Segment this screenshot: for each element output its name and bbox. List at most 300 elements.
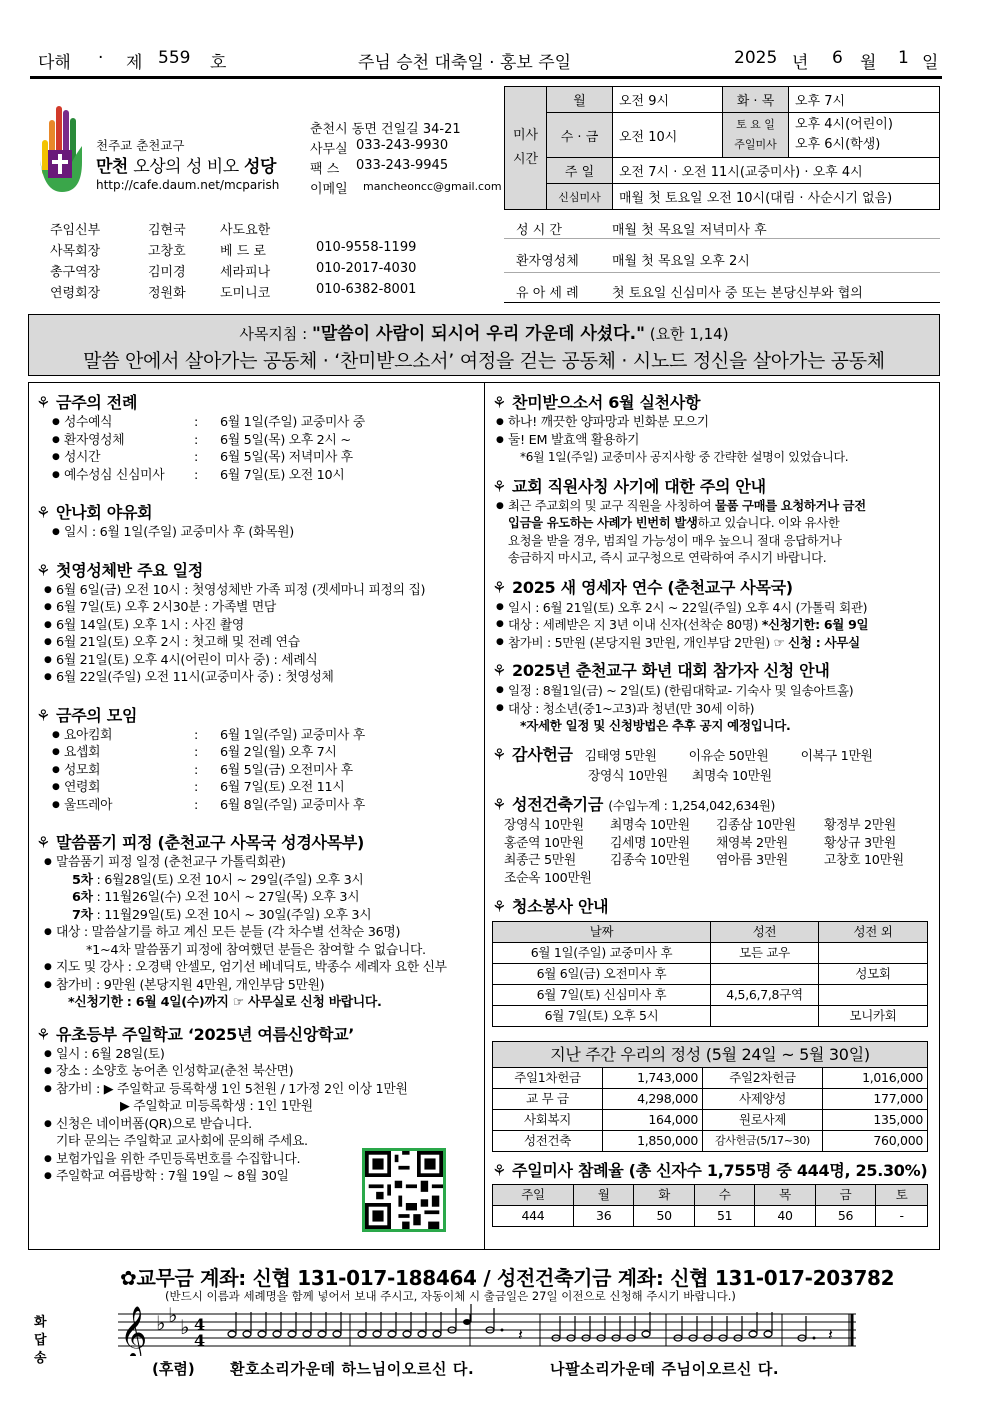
service-name: 성 시 간 <box>516 223 562 238</box>
mass-day-wedfri: 수 · 금 <box>547 113 613 158</box>
cell: 177,000 <box>823 1089 928 1110</box>
cell: 사회복지 <box>493 1110 603 1131</box>
cell: 주일2차헌금 <box>703 1068 823 1089</box>
staff-saint: 베 드 로 <box>220 244 266 259</box>
liturgy-item-time: 6월 5일(목) 저녁미사 후 <box>220 450 353 465</box>
qr-code-icon <box>365 1151 443 1229</box>
liturgy-item-name: ● 성수예식 <box>64 415 113 430</box>
email-label: 이메일 <box>310 182 348 197</box>
flower-icon: ⚘ <box>492 795 507 814</box>
cell <box>819 943 928 964</box>
mass-day-sun: 주 일 <box>547 158 613 184</box>
diocese-label: 천주교 춘천교구 <box>96 138 185 153</box>
staff-role: 사목회장 <box>50 244 101 259</box>
year: 2025 <box>734 48 778 68</box>
parish-name <box>96 152 276 177</box>
table-row <box>493 964 928 985</box>
thanks-name: 김태영 5만원 <box>584 748 657 764</box>
cell: 1,743,000 <box>603 1068 703 1089</box>
youth-title: 2025년 춘천교구 화년 대회 참가자 신청 안내 <box>512 661 830 680</box>
thanks-title: 감사헌금 <box>512 744 573 764</box>
mass-schedule-table <box>504 86 940 210</box>
fraud-list <box>492 498 936 568</box>
table-row <box>493 1089 928 1110</box>
table-header: 주일 <box>493 1185 574 1206</box>
flower-icon: ⚘ <box>36 1024 51 1044</box>
service-name: 환자영성체 <box>516 254 579 269</box>
fraud-text-bold: 물품 구매를 요청하거나 금전 <box>714 498 866 513</box>
round-date: : 11월29일(토) 오전 10시 ~ 30일(주일) 오후 3시 <box>92 907 372 923</box>
neophyte-fee: 참가비 : 5만원 (본당지원 3만원, 개인부담 2만원) ☞ <box>508 634 789 650</box>
table-header: 수 <box>694 1185 754 1206</box>
office-label: 사무실 <box>310 142 348 157</box>
colon: : <box>194 450 199 465</box>
music-staff <box>118 1304 856 1356</box>
meeting-time: 6월 8일(주일) 교중미사 후 <box>220 797 365 813</box>
donor: 고창호 10만원 <box>824 853 904 868</box>
thanks-name: 장영식 10만원 <box>588 768 668 784</box>
section-title <box>492 476 936 498</box>
table-row <box>493 1206 928 1227</box>
section-title <box>36 832 480 854</box>
list-item: ● 6월 7일(토) 오후 2시30분 : 가족별 면담 <box>44 599 480 617</box>
building-title: 성전건축기금 <box>512 795 603 814</box>
colon: : <box>194 745 199 760</box>
thanks-name: 이복구 1만원 <box>800 748 873 764</box>
list-item: ● 대상 : 청소년(중1~고3)과 청년(만 30세 이하) <box>496 700 936 718</box>
cleaning-table <box>492 921 928 1027</box>
cell: 성전건축 <box>493 1131 603 1152</box>
list-item: ● 둘! EM 발효액 활용하기 <box>496 432 936 450</box>
donor: 황상규 3만원 <box>824 835 896 851</box>
list-item: ● 6월 6일(금) 오전 10시 : 첫영성체반 가족 피정 (겟세마니 피정의 집) <box>44 582 480 600</box>
list-item <box>496 498 936 516</box>
svg-text:♭: ♭ <box>180 1315 190 1339</box>
donor: 황정부 2만원 <box>824 818 896 833</box>
staff-saint: 사도요한 <box>220 223 271 238</box>
flower-icon: ⚘ <box>492 577 507 597</box>
svg-text:4: 4 <box>194 1331 206 1350</box>
mass-time-mon: 오전 9시 <box>613 87 723 113</box>
staff-phone: 010-9558-1199 <box>316 240 417 255</box>
round-date: : 11월26일(수) 오전 10시 ~ 27일(목) 오후 3시 <box>92 890 360 905</box>
offering-table <box>492 1041 928 1152</box>
cell: 4,298,000 <box>603 1089 703 1110</box>
retreat-list <box>36 854 480 1012</box>
parish-logo <box>38 100 86 195</box>
mass-time-devotion: 매월 첫 토요일 오전 10시(대림 · 사순시기 없음) <box>613 184 940 210</box>
section-title <box>492 744 936 768</box>
list-item: ● 6월 22일(주일) 오전 11시(교중미사 중) : 첫영성체 <box>44 669 480 687</box>
fraud-line <box>496 515 936 533</box>
flower-icon: ⚘ <box>492 393 507 412</box>
flower-icon: ⚘ <box>36 393 51 412</box>
cell: 40 <box>755 1206 815 1227</box>
fraud-text: 하고 있습니다. 이와 유사한 <box>697 516 840 530</box>
address: 춘천시 동면 건일길 34-21 <box>310 122 461 137</box>
mass-day-sun-eve: 주일미사 <box>734 138 777 151</box>
communion-title: 첫영성체반 주요 일정 <box>56 560 203 580</box>
flower-icon: ⚘ <box>36 560 51 580</box>
picnic-list <box>36 524 480 542</box>
section-title <box>36 705 480 727</box>
table-row <box>493 1068 928 1089</box>
meeting-name: ● 울뜨레아 <box>64 797 113 813</box>
cell: 36 <box>573 1206 633 1227</box>
cell: 모든 교우 <box>711 943 819 964</box>
cell: 760,000 <box>823 1131 928 1152</box>
donor: 김종숙 10만원 <box>610 853 690 868</box>
meetings-list <box>36 727 480 815</box>
liturgy-list <box>36 414 480 484</box>
svg-text:♭: ♭ <box>156 1311 166 1335</box>
table-row <box>493 1131 928 1152</box>
ho: 호 <box>210 53 227 73</box>
list-item <box>496 634 936 652</box>
table-header: 토 <box>876 1185 928 1206</box>
section-title <box>492 660 936 682</box>
cell: - <box>876 1206 928 1227</box>
cell <box>819 985 928 1006</box>
list-item: ● 대상 : 말씀살기를 하고 계신 모든 분들 (각 차수별 선착순 36명) <box>44 924 480 942</box>
flower-icon: ⚘ <box>36 705 51 725</box>
cell: 51 <box>694 1206 754 1227</box>
cell: 50 <box>634 1206 694 1227</box>
table-header: 성전 <box>711 922 819 943</box>
fax-number: 033-243-9945 <box>356 158 449 173</box>
flower-icon: ⚘ <box>36 503 51 522</box>
neophyte-target: 대상 : 세례받은 지 3년 이내 신자(선착순 80명) <box>508 617 762 632</box>
mass-time-wedfri: 오전 10시 <box>613 113 723 158</box>
table-header: 날짜 <box>493 922 711 943</box>
staff-phone: 010-6382-8001 <box>316 282 417 297</box>
neophyte-apply: 신청 : 사무실 <box>788 634 860 650</box>
psalm-label: 화답송 <box>34 1315 47 1366</box>
mass-label: 미사 시간 <box>505 87 547 210</box>
cell: 56 <box>815 1206 875 1227</box>
table-row <box>493 985 928 1006</box>
meetings-title: 금주의 모임 <box>56 705 138 725</box>
header-rule <box>30 76 942 79</box>
colon: : <box>194 727 199 743</box>
service-desc: 매월 첫 목요일 저녁미사 후 <box>612 223 767 238</box>
cell: 6월 7일(토) 오후 5시 <box>493 1006 711 1027</box>
flower-icon: ⚘ <box>492 897 507 916</box>
list-item: ● 신청은 네이버폼(QR)으로 받습니다. <box>44 1116 480 1134</box>
flower-icon: ⚘ <box>492 1161 507 1180</box>
list-item: ● 하나! 깨끗한 양파망과 빈화분 모으기 <box>496 414 936 432</box>
service-desc: 매월 첫 목요일 오후 2시 <box>612 254 750 269</box>
svg-text:𝄞: 𝄞 <box>120 1305 148 1356</box>
liturgy-item-name: ● 예수성심 신심미사 <box>64 467 165 483</box>
meeting-time: 6월 1일(주일) 교중미사 후 <box>220 727 365 743</box>
list-item <box>52 414 480 432</box>
colon: : <box>194 432 199 448</box>
lyric-line1: 환호소리가운데 하느님이오르신 다. <box>230 1360 475 1378</box>
section-title <box>492 577 936 599</box>
donor: 장영식 10만원 <box>504 818 584 833</box>
table-header: 화 <box>634 1185 694 1206</box>
laudato-title: 찬미받으소서 6월 실천사항 <box>512 393 701 412</box>
list-item: ● 6월 21일(토) 오후 4시(어린이 미사 중) : 세례식 <box>44 652 480 670</box>
parish-name-bold: 만천 <box>96 157 128 177</box>
table-row <box>493 943 928 964</box>
list-item: ● 일시 : 6월 28일(토) <box>44 1046 480 1064</box>
list-item <box>496 616 936 634</box>
colon: : <box>194 762 199 778</box>
list-item: ● 일시 : 6월 1일(주일) 교중미사 후 (화목원) <box>52 524 480 542</box>
staff-role: 연령회장 <box>50 286 101 301</box>
cell: 6월 1일(주일) 교중미사 후 <box>493 943 711 964</box>
motto-ref: (요한 1,14) <box>649 325 729 343</box>
thanks-row2 <box>492 768 936 786</box>
dot: · <box>98 48 104 68</box>
colon: : <box>194 467 199 483</box>
flower-icon: ⚘ <box>492 661 507 680</box>
table-header: 목 <box>755 1185 815 1206</box>
mass-time-sun: 오전 7시 · 오전 11시(교중미사) · 오후 4시 <box>613 158 940 184</box>
mass-day-sat: 토 요 일 <box>736 118 775 131</box>
il: 일 <box>922 53 939 73</box>
school-fee-note: ▶ 주일학교 미등록학생 : 1인 1만원 <box>120 1099 313 1114</box>
cell: 6월 6일(금) 오전미사 후 <box>493 964 711 985</box>
cell: 주일1차헌금 <box>493 1068 603 1089</box>
rule <box>504 272 940 273</box>
communion-list <box>36 582 480 687</box>
list-item <box>52 762 480 780</box>
flower-icon: ⚘ <box>492 744 507 764</box>
cell: 사제양성 <box>703 1089 823 1110</box>
issue-header <box>30 45 942 75</box>
round-date: : 6월28일(토) 오전 10시 ~ 29일(주일) 오후 3시 <box>92 872 364 888</box>
cell: 모니카회 <box>819 1006 928 1027</box>
list-item: ● 일시 : 6월 21일(토) 오후 2시 ~ 22일(주일) 오후 4시 (가톨릭 회관) <box>496 599 936 617</box>
round-label: 5차 <box>72 872 93 888</box>
issue-number: 559 <box>158 48 191 68</box>
table-header: 월 <box>573 1185 633 1206</box>
nyeon: 년 <box>792 53 809 73</box>
cell: 135,000 <box>823 1110 928 1131</box>
staff-name: 김미경 <box>148 265 186 280</box>
thanks-name: 이유순 50만원 <box>688 748 769 764</box>
meeting-name: ● 요아킴회 <box>64 727 113 743</box>
staff-name: 김현국 <box>148 223 186 238</box>
rule <box>504 238 940 239</box>
parish-url[interactable]: http://cafe.daum.net/mcparish <box>96 178 280 192</box>
colon: : <box>194 780 199 795</box>
feast-title: 주님 승천 대축일 · 홍보 주일 <box>358 53 572 73</box>
retreat-round <box>44 889 480 907</box>
office-phone: 033-243-9930 <box>356 138 449 153</box>
fraud-title: 교회 직원사칭 사기에 대한 주의 안내 <box>512 476 766 496</box>
cell: 164,000 <box>603 1110 703 1131</box>
section-title <box>492 392 936 414</box>
cell: 1,850,000 <box>603 1131 703 1152</box>
mass-day-mon: 월 <box>547 87 613 113</box>
meeting-time: 6월 2일(월) 오후 7시 <box>220 745 337 760</box>
mass-day-devotion: 신심미사 <box>547 184 613 210</box>
fax-label: 팩 스 <box>310 162 340 177</box>
section-title <box>36 502 480 524</box>
liturgy-item-name: ● 환자영성체 <box>64 432 125 448</box>
fraud-line: 송금하지 마시고, 즉시 교구청으로 연락하여 주시기 바랍니다. <box>508 551 827 565</box>
liturgy-item-time: 6월 5일(목) 오후 2시 ~ <box>220 432 351 448</box>
section-title <box>492 794 936 817</box>
cell: 원로사제 <box>703 1110 823 1131</box>
issue-name: 다해 <box>38 53 71 73</box>
mass-time-tuethu: 오후 7시 <box>789 87 940 113</box>
donor: 김세명 10만원 <box>610 835 690 851</box>
staff-role: 주임신부 <box>50 223 101 238</box>
donor: 홍준역 10만원 <box>504 835 584 851</box>
qr-code[interactable] <box>362 1148 446 1232</box>
retreat-note: *1~4차 말씀품기 피정에 참여했던 분들은 참여할 수 없습니다. <box>86 942 426 958</box>
donor: 채영복 2만원 <box>716 835 788 851</box>
list-item <box>52 467 480 485</box>
account-note: (반드시 이름과 세례명을 함께 넣어서 보내 주시고, 자동이체 시 출금일은 27일 이전으로 신청해 주시기 바랍니다.) <box>165 1289 736 1303</box>
cell: 성모회 <box>819 964 928 985</box>
rule <box>504 302 940 303</box>
cell: 교 무 금 <box>493 1089 603 1110</box>
mass-time-sun-eve: 오후 6시(학생) <box>795 137 881 152</box>
section-title <box>492 1160 936 1182</box>
service-desc: 첫 토요일 신심미사 중 또는 본당신부와 협의 <box>612 286 863 301</box>
list-item <box>52 797 480 815</box>
liturgy-item-time: 6월 1일(주일) 교중미사 중 <box>220 415 365 430</box>
school-title: 유초등부 주일학교 ‘2025년 여름신앙학교’ <box>56 1024 355 1044</box>
cell <box>711 1006 819 1027</box>
pastoral-motto <box>28 314 940 376</box>
list-item: ● 참가비 : 9만원 (본당지원 4만원, 개인부담 5만원) <box>44 977 480 995</box>
fraud-line: 요청을 받을 경우, 범죄일 가능성이 매우 높으니 절대 응답하거나 <box>508 533 842 548</box>
motto-line2: 말씀 안에서 살아가는 공동체 · ‘찬미받으소서’ 여정을 걷는 공동체 · 시노드 정신을 살아가는 공동체 <box>83 350 885 372</box>
email[interactable]: mancheoncc@gmail.com <box>363 180 502 193</box>
meeting-name: ● 요셉회 <box>64 745 101 760</box>
cell: 감사헌금(5/17~30) <box>703 1131 823 1152</box>
attendance-table <box>492 1184 928 1227</box>
section-title <box>36 392 480 414</box>
parish-name-rest: 오상의 성 비오 <box>133 157 239 177</box>
wol: 월 <box>860 53 877 73</box>
flower-icon: ⚘ <box>36 833 51 852</box>
column-divider <box>484 382 485 1250</box>
offering-title: 지난 주간 우리의 정성 (5월 24일 ~ 5월 30일) <box>493 1042 928 1068</box>
thanks-name: 최명숙 10만원 <box>692 768 772 784</box>
list-item <box>52 779 480 797</box>
retreat-round <box>44 907 480 925</box>
cleaning-title: 청소봉사 안내 <box>512 897 609 916</box>
table-row <box>493 1110 928 1131</box>
section-title <box>36 560 480 582</box>
je: 제 <box>126 53 143 73</box>
list-item: ● 일정 : 8월1일(금) ~ 2일(토) (한림대학교- 기숙사 및 일송아트홀) <box>496 682 936 700</box>
youth-note: *자세한 일정 및 신청방법은 추후 공지 예정입니다. <box>520 718 791 733</box>
table-header: 금 <box>815 1185 875 1206</box>
table-header: 성전 외 <box>819 922 928 943</box>
motto-quote: "말씀이 사람이 되시어 우리 가운데 사셨다." <box>311 324 645 344</box>
building-donors <box>492 817 936 887</box>
staff-name: 정원화 <box>148 286 186 301</box>
list-item <box>52 727 480 745</box>
list-item: ● 주일학교 여름방학 : 7월 19일 ~ 8월 30일 <box>44 1168 480 1186</box>
right-column <box>492 392 936 1227</box>
meeting-name: ● 성모회 <box>64 762 101 778</box>
svg-text:𝄽: 𝄽 <box>518 1325 523 1344</box>
meeting-time: 6월 5일(금) 오전미사 후 <box>220 762 353 778</box>
donor: 최종근 5만원 <box>504 853 576 868</box>
neophyte-title: 2025 새 영세자 연수 (춘천교구 사목국) <box>512 577 793 597</box>
section-title <box>492 896 936 918</box>
mass-day-tuethu: 화 · 목 <box>723 87 789 113</box>
list-item: ● 보험가입을 위한 주민등록번호를 수집합니다. <box>44 1151 480 1169</box>
cell: 444 <box>493 1206 574 1227</box>
round-label: 7차 <box>72 907 93 923</box>
staff-phone: 010-2017-4030 <box>316 261 417 276</box>
liturgy-item-name: ● 성시간 <box>64 450 101 465</box>
staff-name: 고창호 <box>148 244 186 259</box>
laudato-list <box>492 414 936 467</box>
colon: : <box>194 415 199 430</box>
account-info: ✿교무금 계좌: 신협 131-017-188464 / 성전건축기금 계좌: 신협 131-017-203782 <box>120 1266 895 1290</box>
meeting-name: ● 연령회 <box>64 780 101 795</box>
list-item: ● 6월 14일(토) 오후 1시 : 사진 촬영 <box>44 617 480 635</box>
lyric-line2: 나팔소리가운데 주님이오르신 다. <box>550 1360 780 1378</box>
list-item <box>52 432 480 450</box>
laudato-note: *6월 1일(주일) 교중미사 공지사항 중 간략한 설명이 있었습니다. <box>520 450 849 464</box>
parish-name-tail: 성당 <box>244 157 276 177</box>
month: 6 <box>832 48 843 68</box>
list-item: ● 지도 및 강사 : 오경택 안셀모, 엄기선 베네딕토, 박종수 세례자 요한 신부 <box>44 959 480 977</box>
flower-icon: ⚘ <box>492 476 507 496</box>
cell: 1,016,000 <box>823 1068 928 1089</box>
staff-saint: 세라피나 <box>220 265 271 280</box>
list-item: ● 말씀품기 피정 일정 (춘천교구 가톨릭회관) <box>44 854 480 872</box>
svg-text:4: 4 <box>194 1315 206 1334</box>
building-total: (수입누계 : 1,254,042,634원) <box>608 798 776 813</box>
table-row <box>493 1006 928 1027</box>
retreat-round <box>44 872 480 890</box>
neophyte-list <box>492 599 936 652</box>
liturgy-item-time: 6월 7일(토) 오전 10시 <box>220 467 345 483</box>
fraud-text: 최근 주교회의 및 교구 직원을 사칭하여 <box>508 498 715 513</box>
picnic-title: 안나회 야유회 <box>56 503 153 522</box>
donor: 김종삼 10만원 <box>716 818 796 833</box>
donor: 최명숙 10만원 <box>610 818 690 833</box>
day: 1 <box>898 48 909 68</box>
round-label: 6차 <box>72 890 93 905</box>
list-item: ● 참가비 : ▶ 주일학교 등록학생 1인 5천원 / 1가정 2인 이상 1만원 <box>44 1081 480 1099</box>
retreat-title: 말씀품기 피정 (춘천교구 사목국 성경사목부) <box>56 833 364 852</box>
list-item <box>52 744 480 762</box>
meeting-time: 6월 7일(토) 오전 11시 <box>220 780 345 795</box>
section-title <box>36 1024 480 1046</box>
colon: : <box>194 797 199 813</box>
cell: 6월 7일(토) 신심미사 후 <box>493 985 711 1006</box>
fraud-text-bold: 입금을 유도하는 사례가 빈번히 발생 <box>508 516 698 530</box>
mass-time-sat: 오후 4시(어린이) <box>795 117 893 132</box>
list-item: ● 6월 21일(토) 오후 2시 : 첫고해 및 전례 연습 <box>44 634 480 652</box>
left-column <box>36 392 480 1186</box>
neophyte-deadline: *신청기한: 6월 9일 <box>761 617 869 632</box>
cell: 4,5,6,7,8구역 <box>711 985 819 1006</box>
attendance-title: 주일미사 참례율 (총 신자수 1,755명 중 444명, 25.30%) <box>512 1161 928 1180</box>
staff-role: 총구역장 <box>50 265 101 280</box>
service-name: 유 아 세 례 <box>516 286 579 301</box>
donor: 조순옥 100만원 <box>504 870 592 886</box>
svg-text:♭: ♭ <box>168 1304 178 1327</box>
list-item <box>52 449 480 467</box>
school-inquiry: 기타 문의는 주일학교 교사회에 문의해 주세요. <box>56 1134 308 1149</box>
